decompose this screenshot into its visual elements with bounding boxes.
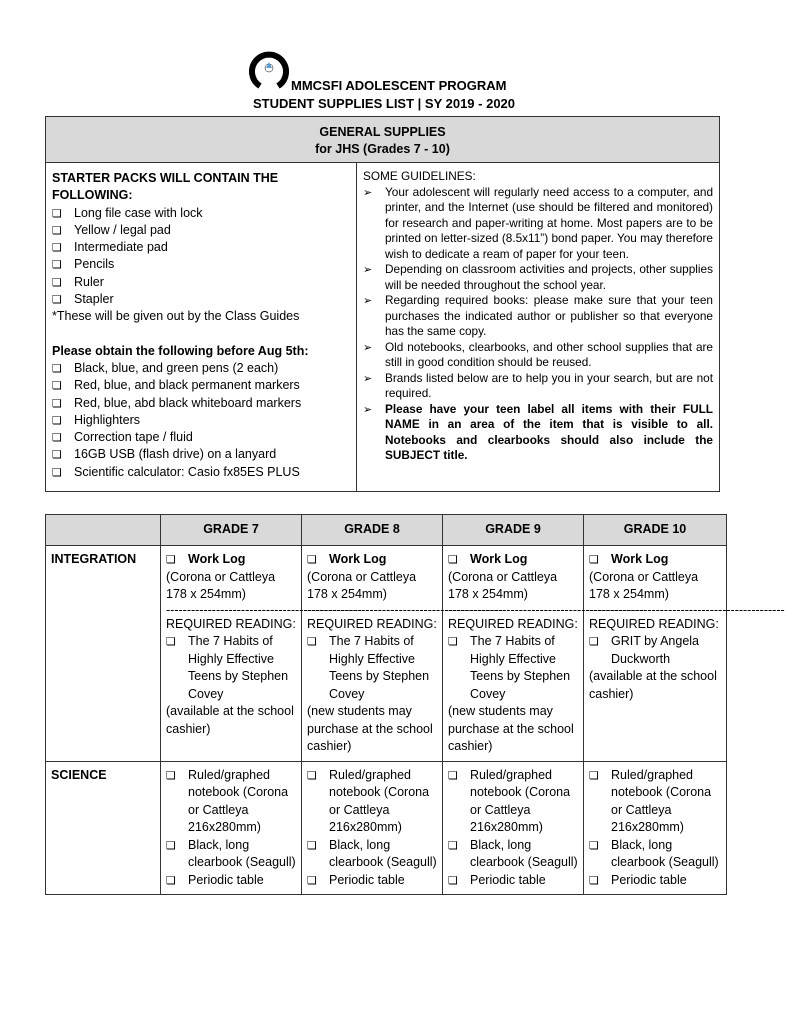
list-item: ❏ Black, long clearbook (Seagull) <box>448 837 578 872</box>
guideline-item-bold: ➢ Please have your teen label all items with their FULL NAME in an area of the item that is visible to all. Notebooks and clearbooks should also include the SUBJECT title. <box>363 402 713 464</box>
guideline-item: ➢ Your adolescent will regularly need access to a computer, and printer, and the Internet (use should be filtered and monitored) for research and paper-writing at home. Most papers are to be printed on letter-sized (8.5x11”) bond paper. You may therefore wish to dedicate a ream of paper for your teen. <box>363 185 713 263</box>
list-item: ❏ Long file case with lock <box>52 205 350 222</box>
corner-cell <box>46 515 161 546</box>
grade-supplies-table <box>45 514 785 895</box>
starter-note: *These will be given out by the Class Guides <box>52 309 300 324</box>
list-item: ❏ Red, blue, and black permanent markers <box>52 377 350 394</box>
list-item: ❏ Ruled/graphed notebook (Corona or Cattleya 216x280mm) <box>166 767 296 837</box>
guideline-item: ➢ Depending on classroom activities and projects, other supplies will be needed throughout the school year. <box>363 262 713 293</box>
program-title: MMCSFI ADOLESCENT PROGRAM <box>291 78 507 93</box>
list-item: ❏ Black, long clearbook (Seagull) <box>589 837 721 872</box>
science-g8 <box>302 761 443 895</box>
required-reading: REQUIRED READING: <box>448 616 578 631</box>
integration-g8 <box>302 546 503 762</box>
guideline-item: ➢ Regarding required books: please make sure that your teen purchases the indicated author or publisher so that everyone has the same copy. <box>363 293 713 340</box>
list-item: ❏ Periodic table <box>166 872 296 890</box>
list-item: ❏ Intermediate pad <box>52 239 350 256</box>
list-item: ❏ Highlighters <box>52 412 350 429</box>
divider: ----------------------------------------------- <box>448 602 644 617</box>
science-g9 <box>443 761 584 895</box>
starter-heading: STARTER PACKS WILL CONTAIN THE FOLLOWING: <box>52 171 279 203</box>
grade-header: GRADE 8 <box>302 515 443 546</box>
list-title: STUDENT SUPPLIES LIST | SY 2019 - 2020 <box>252 96 516 111</box>
list-item: ❏ Periodic table <box>589 872 721 890</box>
work-log-desc: (Corona or Cattleya 178 x 254mm) <box>448 569 558 601</box>
list-item: ❏ The 7 Habits of Highly Effective Teens by Stephen Covey <box>307 633 437 703</box>
table-header-row <box>46 515 727 546</box>
integration-g9 <box>443 546 644 762</box>
integration-g10 <box>584 546 785 762</box>
list-item: ❏ Ruled/graphed notebook (Corona or Cattleya 216x280mm) <box>307 767 437 837</box>
list-item: ❏ The 7 Habits of Highly Effective Teens by Stephen Covey <box>166 633 296 703</box>
integration-g7 <box>161 546 362 762</box>
required-reading: REQUIRED READING: <box>307 616 437 631</box>
list-item: ❏ Periodic table <box>307 872 437 890</box>
grade-header: GRADE 7 <box>161 515 302 546</box>
obtain-heading: Please obtain the following before Aug 5th: <box>52 343 309 358</box>
list-item: ❏ Stapler <box>52 291 350 308</box>
cashier-note: (new students may purchase at the school cashier) <box>307 704 433 753</box>
work-log-desc: (Corona or Cattleya 178 x 254mm) <box>307 569 417 601</box>
row-label: INTEGRATION <box>46 546 161 762</box>
required-reading: REQUIRED READING: <box>166 616 296 631</box>
general-supplies-header <box>46 117 719 163</box>
list-item: ❏ GRIT by Angela Duckworth <box>589 633 721 668</box>
guidelines-heading: SOME GUIDELINES: <box>363 169 476 183</box>
general-supplies-box <box>45 116 720 492</box>
cashier-note: (available at the school cashier) <box>589 669 717 701</box>
required-reading: REQUIRED READING: <box>589 616 719 631</box>
list-item: ❏ Scientific calculator: Casio fx85ES PLUS <box>52 464 350 481</box>
general-title: GENERAL SUPPLIES <box>319 125 446 139</box>
list-item: ❏ Red, blue, abd black whiteboard markers <box>52 395 350 412</box>
guideline-item: ➢ Old notebooks, clearbooks, and other school supplies that are still in good condition should be reused. <box>363 340 713 371</box>
guideline-item: ➢ Brands listed below are to help you in your search, but are not required. <box>363 371 713 402</box>
cashier-note: (new students may purchase at the school cashier) <box>448 704 574 753</box>
list-item: ❏ Periodic table <box>448 872 578 890</box>
list-item: ❏ Ruled/graphed notebook (Corona or Cattleya 216x280mm) <box>589 767 721 837</box>
divider: ----------------------------------------------- <box>307 602 503 617</box>
list-item: ❏ Work Log <box>307 551 437 569</box>
list-item: ❏ Ruler <box>52 274 350 291</box>
list-item: ❏ Ruled/graphed notebook (Corona or Cattleya 216x280mm) <box>448 767 578 837</box>
list-item: ❏ 16GB USB (flash drive) on a lanyard <box>52 446 350 463</box>
list-item: ❏ The 7 Habits of Highly Effective Teens by Stephen Covey <box>448 633 578 703</box>
list-item: ❏ Pencils <box>52 256 350 273</box>
table-row <box>46 761 727 895</box>
list-item: ❏ Work Log <box>166 551 296 569</box>
list-item: ❏ Black, blue, and green pens (2 each) <box>52 360 350 377</box>
grade-header: GRADE 9 <box>443 515 584 546</box>
grade-header: GRADE 10 <box>584 515 727 546</box>
table-row <box>46 546 727 762</box>
divider: ----------------------------------------------- <box>166 602 362 617</box>
work-log-desc: (Corona or Cattleya 178 x 254mm) <box>589 569 699 601</box>
divider: ----------------------------------------------- <box>589 602 785 617</box>
row-label: SCIENCE <box>46 761 161 895</box>
science-g7 <box>161 761 302 895</box>
logo-ring-icon <box>248 48 290 90</box>
list-item: ❏ Work Log <box>448 551 578 569</box>
guidelines-column <box>357 163 719 491</box>
list-item: ❏ Black, long clearbook (Seagull) <box>166 837 296 872</box>
list-item: ❏ Work Log <box>589 551 721 569</box>
starter-column <box>46 163 357 491</box>
list-item: ❏ Yellow / legal pad <box>52 222 350 239</box>
list-item: ❏ Black, long clearbook (Seagull) <box>307 837 437 872</box>
cashier-note: (available at the school cashier) <box>166 704 294 736</box>
science-g10 <box>584 761 727 895</box>
general-subtitle: for JHS (Grades 7 - 10) <box>315 142 450 156</box>
work-log-desc: (Corona or Cattleya 178 x 254mm) <box>166 569 276 601</box>
list-item: ❏ Correction tape / fluid <box>52 429 350 446</box>
